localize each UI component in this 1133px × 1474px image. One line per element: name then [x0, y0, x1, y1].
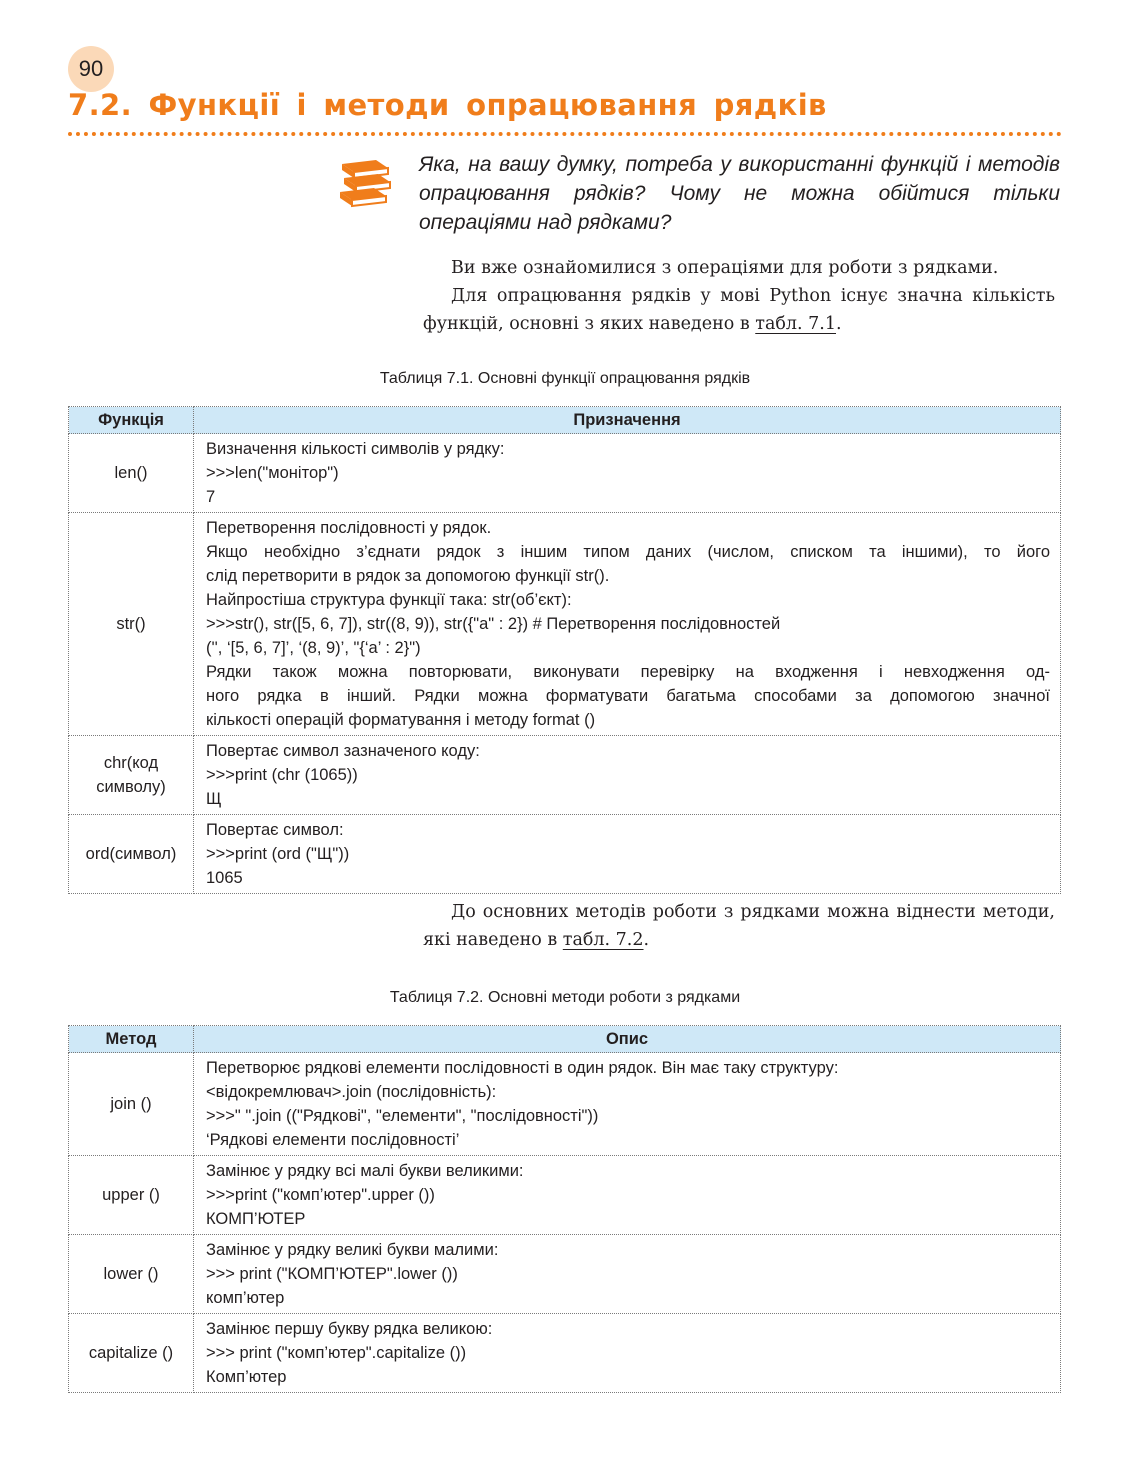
table-2-caption: Таблиця 7.2. Основні методи роботи з рядками [389, 989, 741, 1006]
description-line: Замінює у рядку великі букви малими: [206, 1241, 499, 1259]
description-line: Перетворює рядкові елементи послідовності в один рядок. Він має таку структуру: [206, 1059, 839, 1077]
description-line: >>> print ("КОМП’ЮТЕР".lower ()) [206, 1265, 458, 1283]
row-description-cell [194, 1314, 1061, 1393]
table-7-1-link[interactable]: табл. 7.1 [755, 314, 836, 334]
row-name-cell: join () [69, 1053, 194, 1156]
table-row [69, 1314, 1061, 1393]
row-name-cell: len() [69, 434, 194, 513]
table-row [69, 513, 1061, 736]
row-description-cell [194, 1235, 1061, 1314]
page-number: 90 [68, 46, 114, 92]
description-line: ного рядка в інший. Рядки можна форматувати багатьма способами за допомогою значної [206, 687, 1050, 705]
column-header: Опис [194, 1026, 1061, 1053]
row-description-cell [194, 1053, 1061, 1156]
title-divider [68, 132, 1062, 136]
question-text: Яка, на вашу думку, потреба у використанні функцій і методів опрацювання рядків? Чому не можна обійтися тільки операціями над рядками? [419, 153, 1060, 234]
row-name-cell: lower () [69, 1235, 194, 1314]
description-line: >>>" ".join (("Рядкові", "елементи", "послідовності")) [206, 1107, 599, 1125]
row-description-cell [194, 1156, 1061, 1235]
table-row [69, 1053, 1061, 1156]
row-description-cell [194, 434, 1061, 513]
description-line: Замінює у рядку всі малі букви великими: [206, 1162, 524, 1180]
row-description-cell [194, 815, 1061, 894]
description-line: КОМП’ЮТЕР [206, 1210, 306, 1228]
table-row [69, 434, 1061, 513]
description-line: >>> print ("комп’ютер".capitalize ()) [206, 1344, 467, 1362]
column-header: Функція [69, 407, 194, 434]
middle-paragraph: До основних методів роботи з рядками можна віднести методи, які наведено в табл. 7.2. [423, 902, 1055, 950]
description-line: >>>str(), str([5, 6, 7]), str((8, 9)), str({"a" : 2}) # Перетворення послідовностей [206, 615, 781, 633]
column-header: Призначення [194, 407, 1061, 434]
table-row [69, 1156, 1061, 1235]
row-name-cell: chr(код символу) [69, 736, 194, 815]
description-line: Найпростіша структура функції така: str(об’єкт): [206, 591, 572, 609]
table-1-caption: Таблиця 7.1. Основні функції опрацювання рядків [379, 370, 751, 387]
description-line: <відокремлювач>.join (послідовність): [206, 1083, 497, 1101]
description-line: Визначення кількості символів у рядку: [206, 440, 505, 458]
row-name-cell: ord(символ) [69, 815, 194, 894]
description-line: >>>print (ord ("Щ")) [206, 845, 350, 863]
description-line: 1065 [206, 869, 243, 887]
column-header: Метод [69, 1026, 194, 1053]
description-line: Перетворення послідовності у рядок. [206, 519, 492, 537]
description-line: Якщо необхідно з’єднати рядок з іншим типом даних (числом, списком та іншими), то його [206, 543, 1050, 561]
description-line: комп’ютер [206, 1289, 285, 1307]
intro-line-1: Ви вже ознайомилися з операціями для роботи з рядками. [451, 258, 999, 278]
table-row [69, 815, 1061, 894]
description-line: кількості операцій форматування і методу format () [206, 711, 596, 729]
description-line: Повертає символ зазначеного коду: [206, 742, 480, 760]
description-line: ‘Рядкові елементи послідовності’ [206, 1131, 460, 1149]
description-line: слід перетворити в рядок за допомогою функції str(). [206, 567, 610, 585]
section-title: 7.2. Функції і методи опрацювання рядків [68, 88, 827, 122]
books-icon [336, 150, 394, 208]
description-line: >>>print ("комп’ютер".upper ()) [206, 1186, 435, 1204]
intro-line-2: Для опрацювання рядків у мові Python існує значна кількість функцій, основні з яких наведено в табл. 7.1. [423, 286, 1055, 334]
description-line: Повертає символ: [206, 821, 344, 839]
table-row [69, 1235, 1061, 1314]
description-line: ('', ‘[5, 6, 7]’, ‘(8, 9)’, "{‘a’ : 2}") [206, 639, 421, 657]
row-name-cell: upper () [69, 1156, 194, 1235]
description-line: Рядки також можна повторювати, виконувати перевірку на входження і невходження од- [206, 663, 1050, 681]
intro-paragraph [423, 254, 1055, 338]
table-1 [68, 406, 1061, 894]
row-name-cell: capitalize () [69, 1314, 194, 1393]
description-line: Комп’ютер [206, 1368, 287, 1386]
row-description-cell [194, 513, 1061, 736]
table-2 [68, 1025, 1061, 1393]
row-description-cell [194, 736, 1061, 815]
table-7-2-link[interactable]: табл. 7.2 [562, 930, 644, 950]
description-line: Замінює першу букву рядка великою: [206, 1320, 493, 1338]
description-line: Щ [206, 790, 222, 808]
description-line: >>>len("монітор") [206, 464, 339, 482]
description-line: 7 [206, 488, 216, 506]
description-line: >>>print (chr (1065)) [206, 766, 358, 784]
table-row [69, 736, 1061, 815]
row-name-cell: str() [69, 513, 194, 736]
